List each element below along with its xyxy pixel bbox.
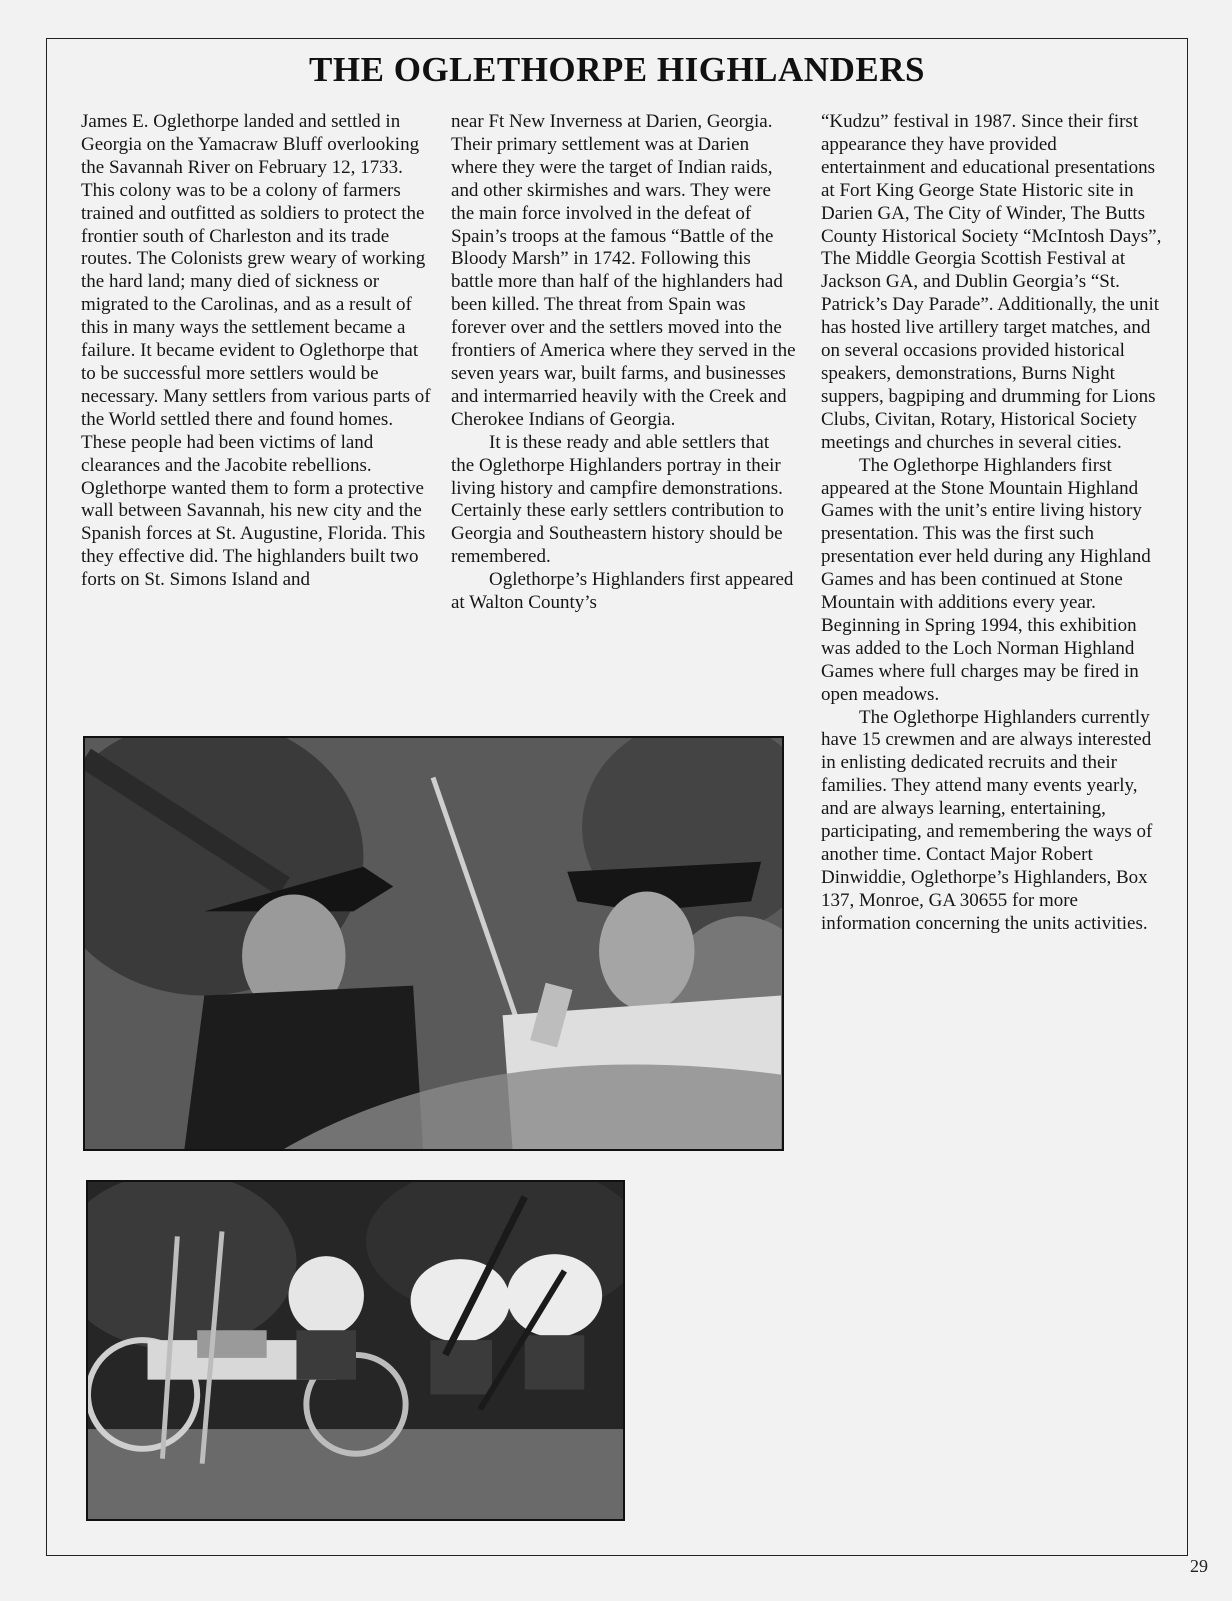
photo-cannon-crew: [86, 1180, 625, 1521]
paragraph: near Ft New Inverness at Darien, Georgia. Their primary settlement was at Darien where they were the target of Indian raids, and other skirmishes and wars. They were the main force involved in the defeat of Spain’s troops at the famous “Battle of the Bloody Marsh” in 1742. Following this battle more than half of the highlanders had been killed. The threat from Spain was forever over and the settlers moved into the frontiers of America where they served in the seven years war, built farms, and businesses and intermarried heavily with the Creek and Cherokee Indians of Georgia.: [451, 111, 796, 430]
text-column-1: [81, 111, 431, 592]
paragraph: James E. Oglethorpe landed and settled in Georgia on the Yamacraw Bluff overlooking the Savannah River on February 12, 1733. This colony was to be a colony of farmers trained and outfitted as soldiers to protect the frontier south of Charleston and its trade routes. The Colonists grew weary of working the hard land; many died of sickness or migrated to the Carolinas, and as a result of this in many ways the settlement became a failure. It became evident to Oglethorpe that to be successful more settlers would be necessary. Many settlers from various parts of the World settled there and found homes. These people had been victims of land clearances and the Jacobite rebellions. Oglethorpe wanted them to form a protective wall between Savannah, his new city and the Spanish forces at St. Augustine, Florida. This they effective did. The highlanders built two forts on St. Simons Island and: [81, 111, 431, 591]
paragraph: Oglethorpe’s Highlanders first appeared at Walton County’s: [451, 569, 794, 614]
paragraph: The Oglethorpe Highlanders currently have 15 crewmen and are always interested in enlisting dedicated recruits and their families. They attend many events yearly, and are always learning, entertaining, participating, and remembering the ways of another time. Contact Major Robert Dinwiddie, Oglethorpe’s Highlanders, Box 137, Monroe, GA 30655 for more information concerning the units activities.: [821, 706, 1153, 934]
page-number: 29: [1190, 1556, 1208, 1576]
paragraph: “Kudzu” festival in 1987. Since their first appearance they have provided entertainment and educational presentations at Fort King George State Historic site in Darien GA, The City of Winder, The Butts County Historical Society “McIntosh Days”, The Middle Georgia Scottish Festival at Jackson GA, and Dublin Georgia’s “St. Patrick’s Day Parade”. Additionally, the unit has hosted live artillery target matches, and on several occasions provided historical speakers, demonstrations, Burns Night suppers, bagpiping and drumming for Lions Clubs, Civitan, Rotary, Historical Society meetings and churches in several cities.: [821, 111, 1162, 453]
article-title: THE OGLETHORPE HIGHLANDERS: [309, 50, 925, 89]
paragraph: The Oglethorpe Highlanders first appeared at the Stone Mountain Highland Games with the unit’s entire living history presentation. This was the first such presentation ever held during any Highland Games and has been continued at Stone Mountain with additions every year. Beginning in Spring 1994, this exhibition was added to the Loch Norman Highland Games where full charges may be fired in open meadows.: [821, 454, 1151, 705]
photo-musket-and-fife: [83, 736, 784, 1151]
text-column-3: [821, 111, 1164, 936]
text-column-2: [451, 111, 796, 615]
paragraph: It is these ready and able settlers that the Oglethorpe Highlanders portray in their living history and campfire demonstrations. Certainly these early settlers contribution to Georgia and Southeastern history should be remembered.: [451, 431, 784, 568]
